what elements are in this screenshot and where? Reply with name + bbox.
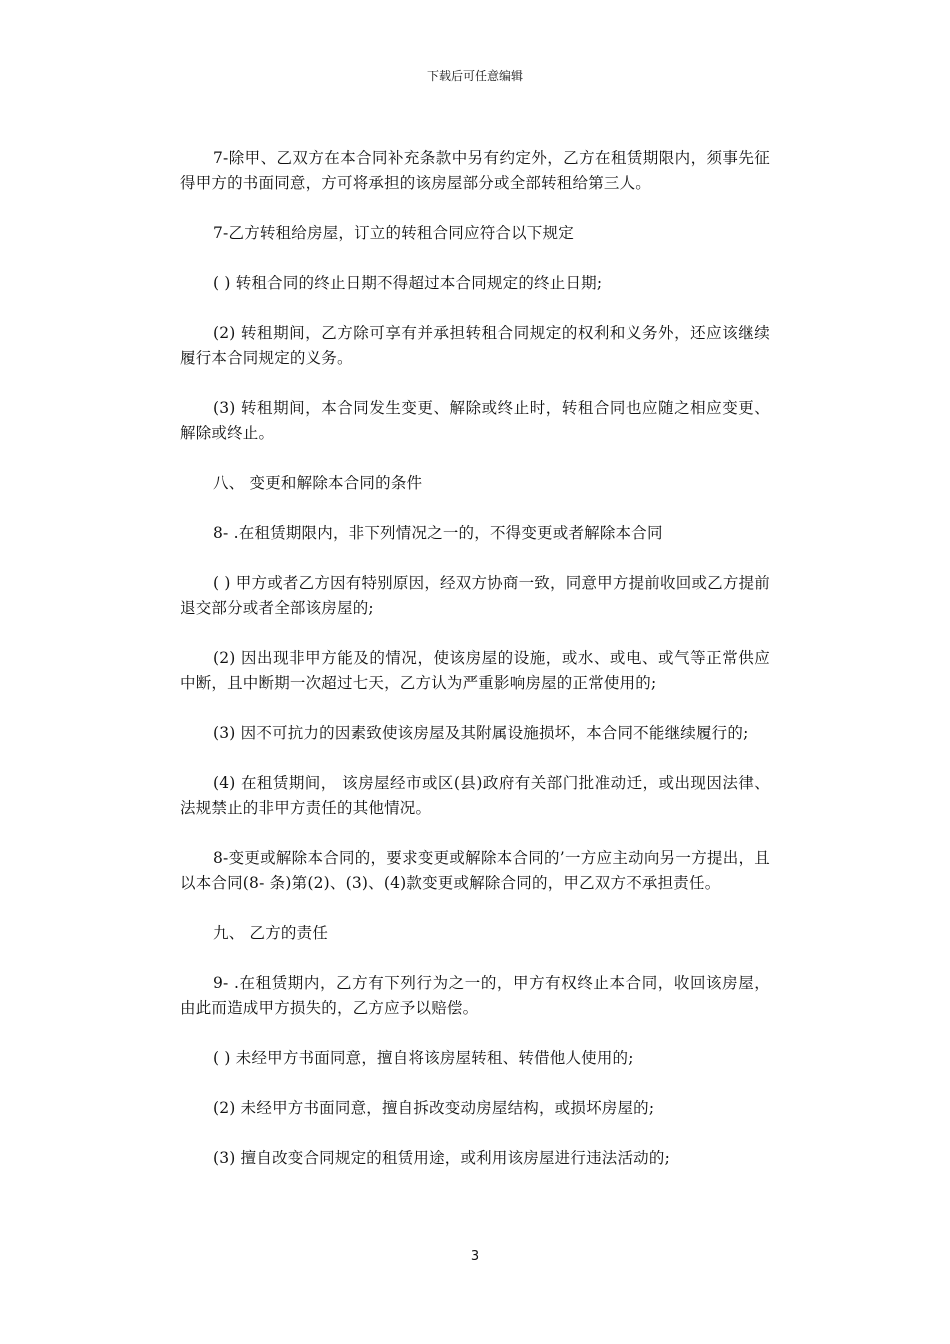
paragraph-8-item-1: ( ) 甲方或者乙方因有特别原因，经双方协商一致，同意甲方提前收回或乙方提前退交部分或者全部该房屋的; <box>180 574 770 617</box>
section-heading-8: 八、 变更和解除本合同的条件 <box>213 474 423 492</box>
paragraph-8-conditions: 8- .在租赁期限内，非下列情况之一的，不得变更或者解除本合同 <box>213 524 663 542</box>
page-number: 3 <box>470 1249 480 1264</box>
page-header: 下载后可任意编辑 <box>426 69 523 83</box>
section-heading-9: 九、 乙方的责任 <box>213 924 329 942</box>
paragraph-8-item-2: (2) 因出现非甲方能及的情况，使该房屋的设施，或水、或电、或气等正常供应中断，且中断期一次超过七天，乙方认为严重影响房屋的正常使用的; <box>180 649 770 692</box>
paragraph-8-item-4: (4) 在租赁期间， 该房屋经市或区(县)政府有关部门批准动迁，或出现因法律、法规禁止的非甲方责任的其他情况。 <box>180 774 770 817</box>
paragraph-9-item-3: (3) 擅自改变合同规定的租赁用途，或利用该房屋进行违法活动的; <box>213 1149 671 1167</box>
paragraph-9-item-1: ( ) 未经甲方书面同意，擅自将该房屋转租、转借他人使用的; <box>213 1049 634 1067</box>
paragraph-sublet-obligations: (2) 转租期间，乙方除可享有并承担转租合同规定的权利和义务外，还应该继续履行本合同规定的义务。 <box>180 324 770 367</box>
paragraph-7-sublet-consent: 7-除甲、乙双方在本合同补充条款中另有约定外，乙方在租赁期限内，须事先征得甲方的书面同意，方可将承担的该房屋部分或全部转租给第三人。 <box>180 149 770 192</box>
paragraph-7-sublet-rules: 7-乙方转租给房屋，订立的转租合同应符合以下规定 <box>213 224 574 242</box>
paragraph-9-item-2: (2) 未经甲方书面同意，擅自拆改变动房屋结构，或损坏房屋的; <box>213 1099 655 1117</box>
paragraph-8-item-3: (3) 因不可抗力的因素致使该房屋及其附属设施损坏，本合同不能继续履行的; <box>213 724 749 742</box>
paragraph-sublet-term: ( ) 转租合同的终止日期不得超过本合同规定的终止日期; <box>213 274 603 292</box>
paragraph-sublet-termination: (3) 转租期间，本合同发生变更、解除或终止时，转租合同也应随之相应变更、解除或终止。 <box>180 399 770 442</box>
paragraph-9-responsibilities: 9- .在租赁期内，乙方有下列行为之一的，甲方有权终止本合同，收回该房屋，由此而造成甲方损失的，乙方应予以赔偿。 <box>180 974 770 1017</box>
document-body <box>180 146 770 1171</box>
paragraph-8-change-procedure: 8-变更或解除本合同的，要求变更或解除本合同的’一方应主动向另一方提出，且以本合同(8- 条)第(2)、(3)、(4)款变更或解除合同的，甲乙双方不承担责任。 <box>180 849 770 892</box>
